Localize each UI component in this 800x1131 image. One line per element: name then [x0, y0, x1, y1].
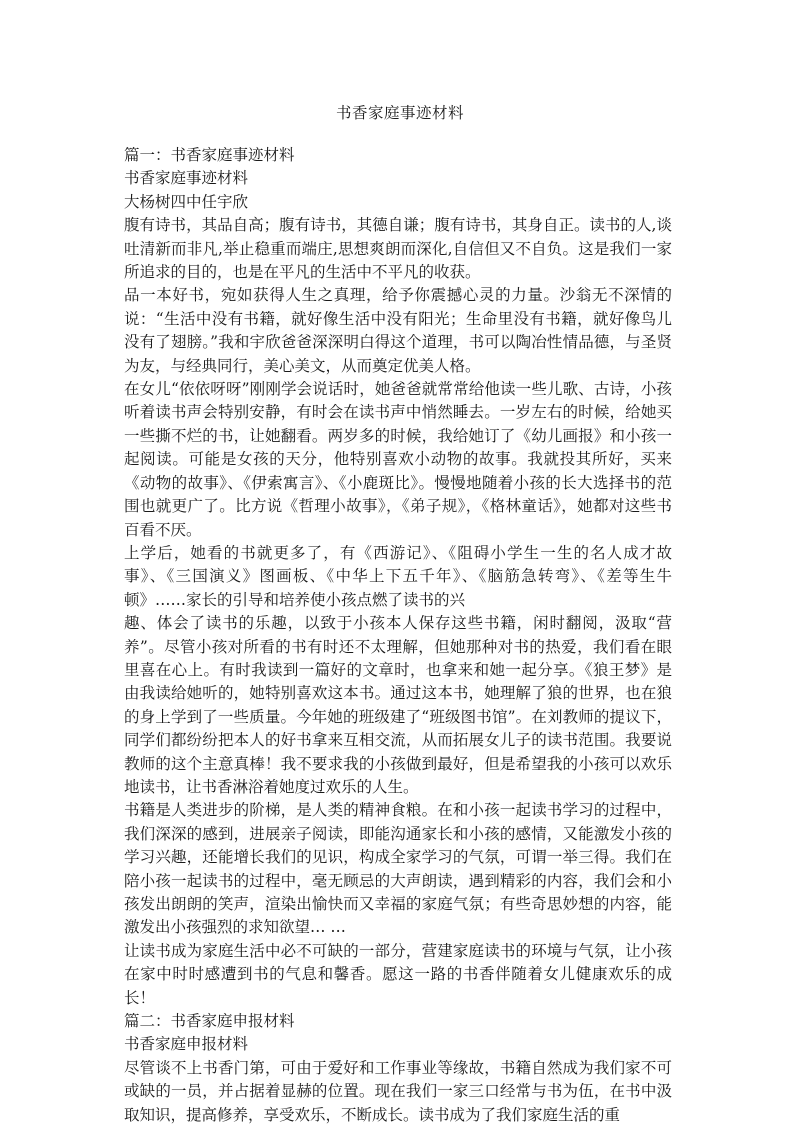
body-paragraph: 上学后，她看的书就更多了，有《西游记》、《阻碍小学生一生的名人成才故事》、《三国演义》图画板、《中华上下五千年》、《脑筋急转弯》、《差等生牛顿》……家长的引导和培养使小孩点燃了读书的兴 [124, 543, 672, 609]
document-title: 书香家庭事迹材料 [335, 104, 464, 122]
body-paragraph: 趣、体会了读书的乐趣，以致于小孩本人保存这些书籍，闲时翻阅，汲取“营养”。尽管小孩对所看的书有时还不太理解，但她那种对书的热爱，我们看在眼里喜在心上。有时我读到一篇好的文章时，也拿来和她一起分享。《狼王梦》是由我读给她听的，她特别喜欢这本书。通过这本书，她理解了狼的世界，也在狼的身上学到了一些质量。今年她的班级建了“班级图书馆”。在刘教师的提议下，同学们都纷纷把本人的好书拿来互相交流，从而拓展女儿子的读书范围。我要说教师的这个主意真棒！我不要求我的小孩做到最好，但是希望我的小孩可以欢乐地读书，让书香淋浴着她度过欢乐的人生。 [124, 614, 672, 796]
body-paragraph: 尽管谈不上书香门第，可由于爱好和工作事业等缘故，书籍自然成为我们家不可或缺的一员，并占据着显赫的位置。现在我们一家三口经常与书为伍，在书中汲取知识，提高修养，享受欢乐，不断成长。读书成为了我们家庭生活的重 [124, 1058, 672, 1124]
document-body [124, 144, 672, 1127]
section-heading: 篇一：书香家庭事迹材料 [124, 146, 295, 164]
body-paragraph: 品一本好书，宛如获得人生之真理，给予你震撼心灵的力量。沙翁无不深情的说：“生活中没有书籍，就好像生活中没有阳光；生命里没有书籍，就好像鸟儿没有了翅膀。”我和宇欣爸爸深深明白得这个道理，书可以陶冶性情品德，与圣贤为友，与经典同行，美心美文，从而奠定优美人格。 [124, 286, 672, 375]
body-paragraph: 在女儿“依依呀呀”刚刚学会说话时，她爸爸就常常给他读一些儿歌、古诗，小孩听着读书声会特别安静，有时会在读书声中悄然睡去。一岁左右的时候，给她买一些撕不烂的书，让她翻看。两岁多的时候，我给她订了《幼儿画报》和小孩一起阅读。可能是女孩的天分，他特别喜欢小动物的故事。我就投其所好，买来《动物的故事》、《伊索寓言》、《小鹿斑比》。慢慢地随着小孩的长大选择书的范围也就更广了。比方说《哲理小故事》，《弟子规》，《格林童话》，她都对这些书百看不厌。 [124, 380, 672, 539]
body-paragraph: 让读书成为家庭生活中必不可缺的一部分，营建家庭读书的环境与气氛，让小孩在家中时时感遭到书的气息和馨香。愿这一路的书香伴随着女儿健康欢乐的成长！ [124, 941, 672, 1007]
section-subtitle: 书香家庭申报材料 [124, 1035, 249, 1054]
section-subtitle: 书香家庭事迹材料 [124, 169, 249, 188]
body-paragraph: 书籍是人类进步的阶梯，是人类的精神食粮。在和小孩一起读书学习的过程中，我们深深的感到，进展亲子阅读，即能沟通家长和小孩的感情，又能激发小孩的学习兴趣，还能增长我们的见识，构成全家学习的气氛，可谓一举三得。我们在陪小孩一起读书的过程中，毫无顾忌的大声朗读，遇到精彩的内容，我们会和小孩发出朗朗的笑声，渲染出愉快而又幸福的家庭气氛；有些奇思妙想的内容，能激发出小孩强烈的求知欲望… … [124, 801, 672, 937]
section-heading: 篇二：书香家庭申报材料 [124, 1012, 295, 1031]
body-paragraph: 腹有诗书，其品自高；腹有诗书，其德自谦；腹有诗书，其身自正。读书的人,谈吐清新而非凡,举止稳重而端庄,思想爽朗而深化,自信但又不自负。这是我们一家所追求的目的，也是在平凡的生活中不平凡的收获。 [124, 216, 672, 282]
author-line: 大杨树四中任宇欣 [124, 192, 249, 211]
